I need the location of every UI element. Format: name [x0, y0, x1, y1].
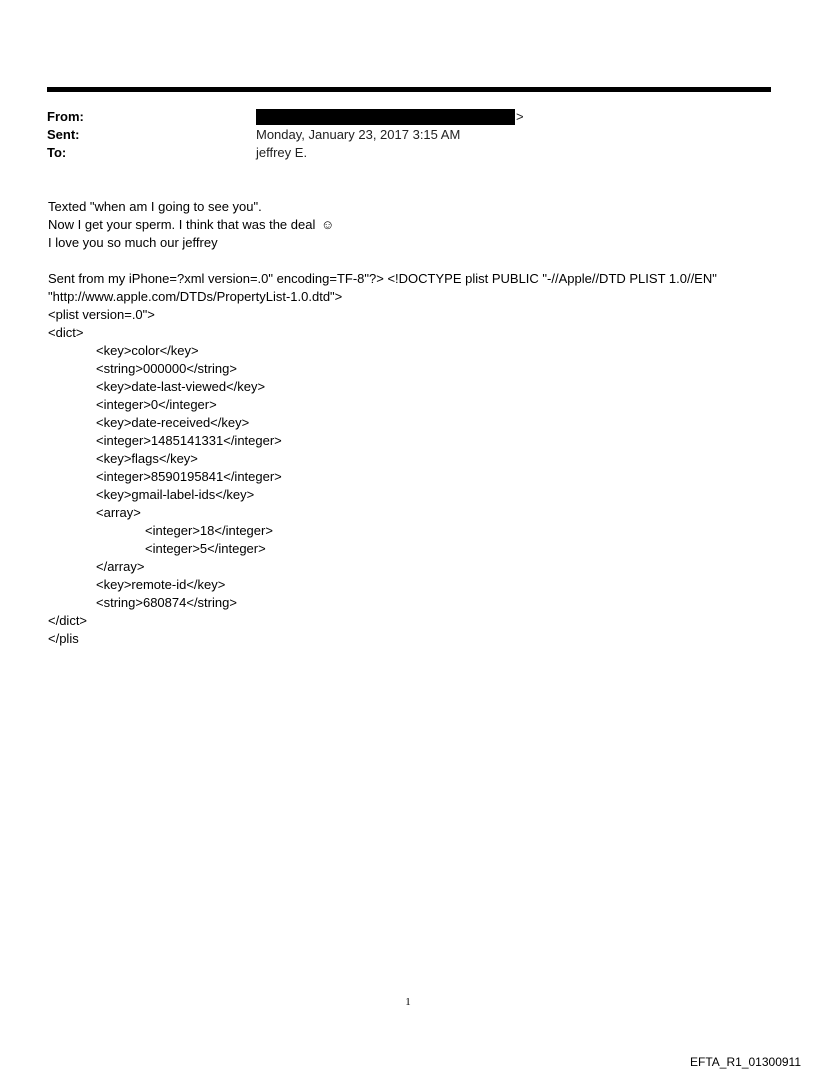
- from-label: From:: [47, 109, 84, 124]
- plist-line-12: <integer>8590195841</integer>: [96, 469, 282, 484]
- email-body: [48, 198, 768, 648]
- plist-line-17: </array>: [96, 559, 145, 574]
- message-line-3: I love you so much our jeffrey: [48, 235, 218, 250]
- spacer: [48, 252, 768, 270]
- header-rule: [47, 87, 771, 92]
- plist-line-14: <array>: [96, 505, 141, 520]
- plist-line-6: <string>000000</string>: [96, 361, 237, 376]
- plist-line-3: <plist version=.0">: [48, 307, 155, 322]
- email-header: [47, 108, 524, 162]
- message-line-1: Texted "when am I going to see you".: [48, 199, 262, 214]
- from-value: [256, 108, 524, 126]
- message-line-2: [48, 216, 768, 234]
- smiley-icon: ☺: [320, 217, 335, 232]
- plist-line-2: "http://www.apple.com/DTDs/PropertyList-1.0.dtd">: [48, 289, 343, 304]
- plist-line-4: <dict>: [48, 325, 84, 340]
- plist-line-9: <key>date-received</key>: [96, 415, 250, 430]
- page-number: 1: [405, 996, 411, 1008]
- plist-line-8: <integer>0</integer>: [96, 397, 217, 412]
- to-label: To:: [47, 145, 67, 160]
- plist-line-15: <integer>18</integer>: [145, 523, 273, 538]
- plist-line-11: <key>flags</key>: [96, 451, 198, 466]
- sent-row: [47, 126, 524, 144]
- document-id: EFTA_R1_01300911: [690, 1055, 801, 1069]
- from-suffix: >: [516, 109, 524, 124]
- sent-label: Sent:: [47, 127, 80, 142]
- redaction-bar: [256, 109, 515, 125]
- plist-line-16: <integer>5</integer>: [145, 541, 266, 556]
- plist-line-18: <key>remote-id</key>: [96, 577, 226, 592]
- plist-line-5: <key>color</key>: [96, 343, 199, 358]
- plist-line-7: <key>date-last-viewed</key>: [96, 379, 266, 394]
- plist-line-19: <string>680874</string>: [96, 595, 237, 610]
- plist-line-13: <key>gmail-label-ids</key>: [96, 487, 255, 502]
- to-value: jeffrey E.: [256, 145, 308, 160]
- sent-value: Monday, January 23, 2017 3:15 AM: [256, 127, 461, 142]
- to-row: [47, 144, 524, 162]
- plist-line-1: Sent from my iPhone=?xml version=.0" encoding=TF-8"?> <!DOCTYPE plist PUBLIC "-//Apple//DTD PLIST 1.0//EN": [48, 271, 717, 286]
- from-row: [47, 108, 524, 126]
- plist-line-10: <integer>1485141331</integer>: [96, 433, 282, 448]
- plist-line-20: </dict>: [48, 613, 88, 628]
- message-line-2-text: Now I get your sperm. I think that was the deal: [48, 217, 316, 232]
- plist-line-21: </plis: [48, 631, 79, 646]
